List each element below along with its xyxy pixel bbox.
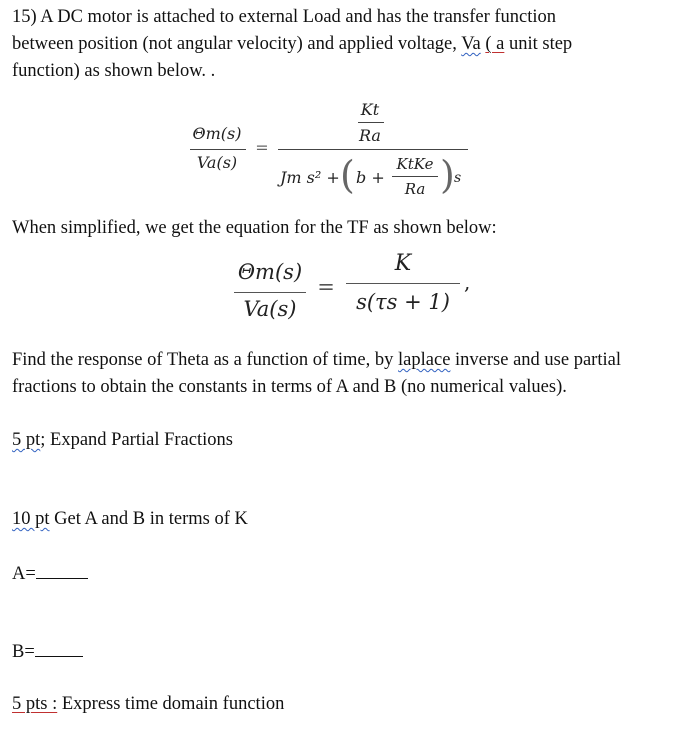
part-2-points: 10 pt [12,509,50,529]
eq1-close-paren: ) [440,153,455,197]
eq1-lhs-numerator: Θm(s) [192,124,242,143]
eq2-rhs-bar [346,283,460,284]
problem-line-2-end: unit step [504,34,573,54]
eq1-den-b: b + [356,168,385,187]
eq1-den-inner-den: Ra [404,180,426,198]
find-line-2: fractions to obtain the constants in terms of A and B (no numerical values). [12,377,567,397]
eq1-den-left: Jm s² + [280,168,340,187]
eq1-lhs-denominator: Va(s) [196,153,238,172]
b-answer [12,642,83,662]
eq2-rhs-denominator: s(τs + 1) [356,290,450,314]
eq2-equals: = [317,275,335,299]
find-line-1-end: inverse and use partial [450,350,621,370]
simplified-transfer-function [0,0,685,330]
b-label: B= [12,642,35,662]
eq2-rhs-numerator: K [394,251,412,276]
part-2-text: Get A and B in terms of K [49,509,248,529]
b-blank[interactable] [35,642,83,657]
part-3-text: Express time domain function [57,694,285,714]
part-1-text: ; Expand Partial Fractions [40,430,233,450]
part-3 [12,695,284,714]
a-answer [12,564,88,584]
a-label: A= [12,564,36,584]
eq1-den-s: s [454,170,462,186]
find-line-1 [12,351,621,370]
find-line-1-text: Find the response of Theta as a function of time, by [12,350,399,370]
eq2-comma: , [464,270,471,294]
va-word: Va [461,34,481,54]
a-blank[interactable] [36,564,88,579]
eq1-rhs-num-top: Kt [360,100,380,119]
eq2-lhs-denominator: Va(s) [243,297,297,321]
paren-a-word: ( a [485,34,505,54]
problem-line-2-text: between position (not angular velocity) and applied voltage, [12,34,462,54]
part-2 [12,510,248,529]
part-1-points: 5 pt [12,430,41,450]
part-1 [12,431,233,450]
eq1-den-inner-num: KtKe [396,155,434,173]
eq2-lhs-bar [234,292,306,293]
laplace-word: laplace [398,350,451,370]
eq1-open-paren: ( [340,153,355,197]
problem-line-1: 15) A DC motor is attached to external Load and has the transfer function [12,7,557,27]
eq1-equals: = [255,138,269,157]
eq1-rhs-num-bot: Ra [359,126,381,145]
simplified-text: When simplified, we get the equation for the TF as shown below: [12,218,497,238]
eq2-lhs-numerator: Θm(s) [237,260,303,284]
problem-line-3: function) as shown below. . [12,61,216,81]
part-3-points: 5 pts : [12,694,58,714]
